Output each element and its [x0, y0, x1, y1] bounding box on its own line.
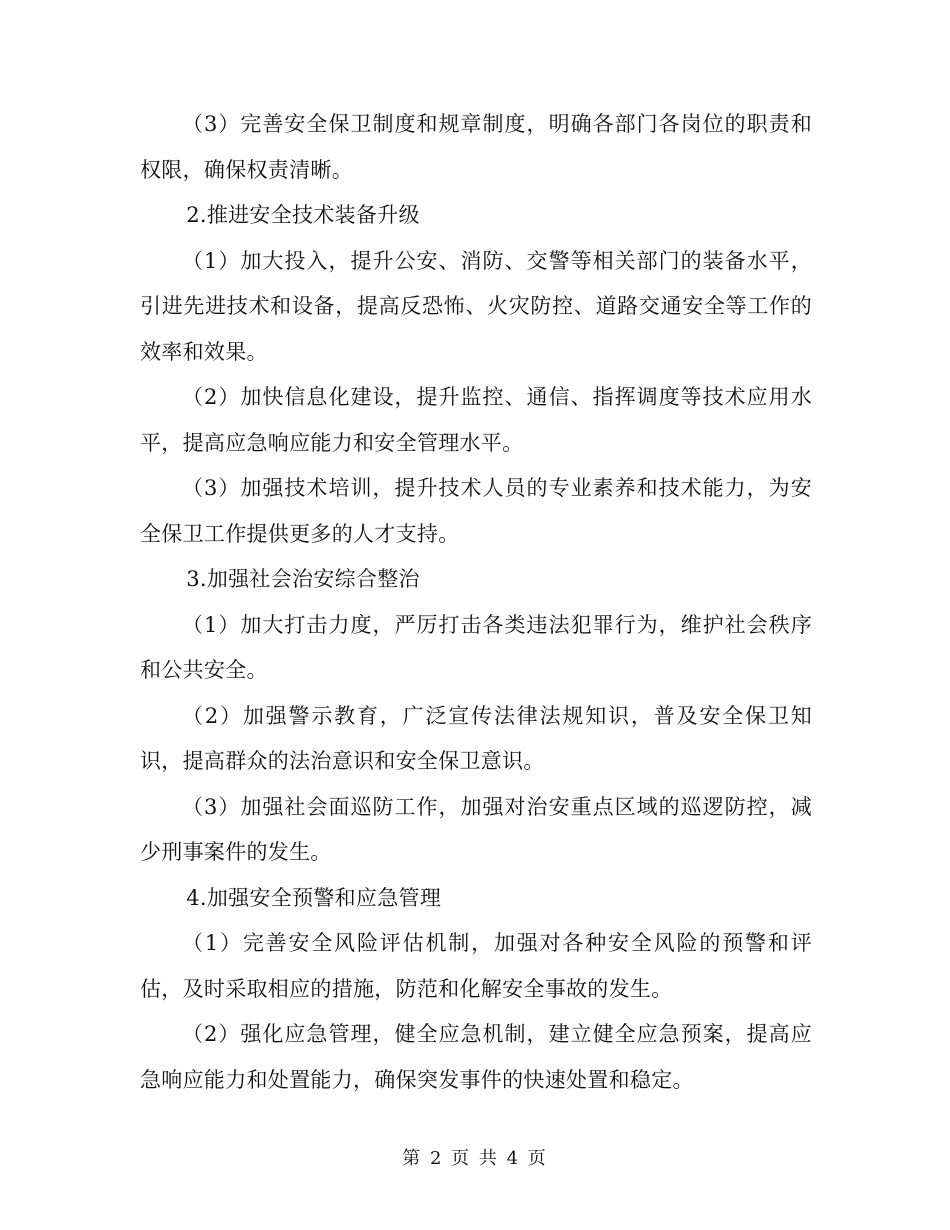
paragraph-2-1-equipment: （1）加大投入，提升公安、消防、交警等相关部门的装备水平，引进先进技术和设备，提高反恐怖、火灾防控、道路交通安全等工作的效率和效果。	[140, 248, 812, 364]
paragraph-2-2-informatization: （2）加快信息化建设，提升监控、通信、指挥调度等技术应用水平，提高应急响应能力和安全管理水平。	[140, 385, 812, 455]
paragraph-2-3-training: （3）加强技术培训，提升技术人员的专业素养和技术能力，为安全保卫工作提供更多的人才支持。	[140, 476, 812, 546]
section-heading-2: 2.推进安全技术装备升级	[186, 203, 420, 227]
document-body	[140, 102, 812, 1103]
paragraph-3-1-crackdown: （1）加大打击力度，严厉打击各类违法犯罪行为，维护社会秩序和公共安全。	[140, 612, 812, 682]
section-heading-3: 3.加强社会治安综合整治	[186, 567, 420, 591]
paragraph-4-1-risk-assessment: （1）完善安全风险评估机制，加强对各种安全风险的预警和评估，及时采取相应的措施，防范和化解安全事故的发生。	[140, 931, 812, 1001]
paragraph-3-3-patrol: （3）加强社会面巡防工作，加强对治安重点区域的巡逻防控，减少刑事案件的发生。	[140, 794, 812, 864]
section-heading-4: 4.加强安全预警和应急管理	[186, 885, 442, 910]
paragraph-4-2-emergency-management: （2）强化应急管理，健全应急机制，建立健全应急预案，提高应急响应能力和处置能力，确保突发事件的快速处置和稳定。	[140, 1022, 812, 1092]
paragraph-1-3-regulations: （3）完善安全保卫制度和规章制度，明确各部门各岗位的职责和权限，确保权责清晰。	[140, 112, 812, 182]
page-number-footer: 第 2 页 共 4 页	[402, 1148, 548, 1169]
paragraph-3-2-education: （2）加强警示教育，广泛宣传法律法规知识，普及安全保卫知识，提高群众的法治意识和安全保卫意识。	[140, 703, 812, 773]
